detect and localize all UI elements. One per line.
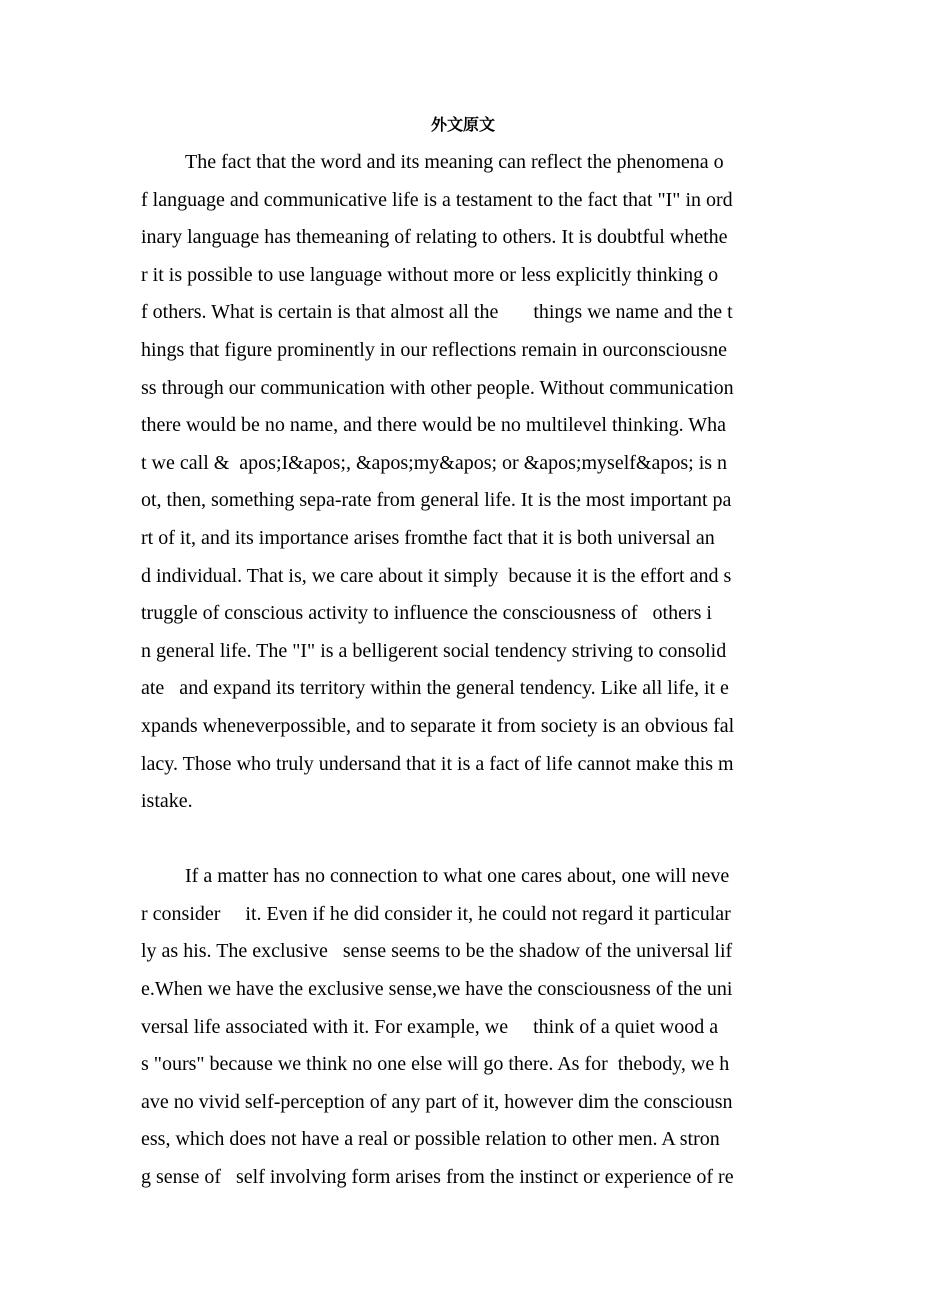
paragraph-2-line: ly as his. The exclusive sense seems to be the shadow of the universal lif <box>141 940 733 963</box>
paragraph-spacer <box>141 826 791 864</box>
paragraph-1-line: inary language has themeaning of relating to others. It is doubtful whethe <box>141 226 728 249</box>
paragraph-2-line: g sense of self involving form arises from the instinct or experience of re <box>141 1166 734 1189</box>
paragraph-1-line: lacy. Those who truly undersand that it is a fact of life cannot make this m <box>141 752 734 775</box>
paragraph-2-line: If a matter has no connection to what one cares about, one will neve <box>185 865 730 888</box>
paragraph-1-line: f others. What is certain is that almost all the things we name and the t <box>141 301 733 324</box>
paragraph-1-line: there would be no name, and there would be no multilevel thinking. Wha <box>141 414 727 437</box>
body-text <box>141 149 791 1202</box>
paragraph-1-line: d individual. That is, we care about it simply because it is the effort and s <box>141 564 732 587</box>
paragraph-1-line: t we call & apos;I&apos;, &apos;my&apos; or &apos;myself&apos; is n <box>141 451 728 474</box>
paragraph-2-line: ave no vivid self-perception of any part of it, however dim the consciousn <box>141 1090 733 1113</box>
paragraph-2-line: s "ours" because we think no one else will go there. As for thebody, we h <box>141 1053 730 1076</box>
paragraph-2-line: versal life associated with it. For example, we think of a quiet wood a <box>141 1015 719 1038</box>
paragraph-1-line: rt of it, and its importance arises fromthe fact that it is both universal an <box>141 526 715 549</box>
paragraph-1-line: ot, then, something sepa-rate from general life. It is the most important pa <box>141 489 732 512</box>
page-title: 外文原文 <box>430 115 495 134</box>
paragraph-2-line: ess, which does not have a real or possible relation to other men. A stron <box>141 1128 720 1151</box>
paragraph-1-line: The fact that the word and its meaning can reflect the phenomena o <box>185 151 724 173</box>
paragraph-1-line: f language and communicative life is a testament to the fact that "I" in ord <box>141 188 733 211</box>
paragraph-1-line: xpands wheneverpossible, and to separate it from society is an obvious fal <box>141 714 735 737</box>
paragraph-1-line: n general life. The "I" is a belligerent social tendency striving to consolid <box>141 639 727 662</box>
paragraph-1-line: ate and expand its territory within the general tendency. Like all life, it e <box>141 677 729 700</box>
paragraph-1-line: ss through our communication with other people. Without communication <box>141 376 734 399</box>
paragraph-1-line: r it is possible to use language without more or less explicitly thinking o <box>141 263 719 286</box>
paragraph-2-line: e.When we have the exclusive sense,we have the consciousness of the uni <box>141 978 733 1001</box>
paragraph-1-line: truggle of conscious activity to influence the consciousness of others i <box>141 602 712 625</box>
paragraph-2-line: r consider it. Even if he did consider it, he could not regard it particular <box>141 902 731 925</box>
paragraph-1-line: hings that figure prominently in our reflections remain in ourconsciousne <box>141 338 727 361</box>
paragraph-1-line: istake. <box>141 790 193 813</box>
